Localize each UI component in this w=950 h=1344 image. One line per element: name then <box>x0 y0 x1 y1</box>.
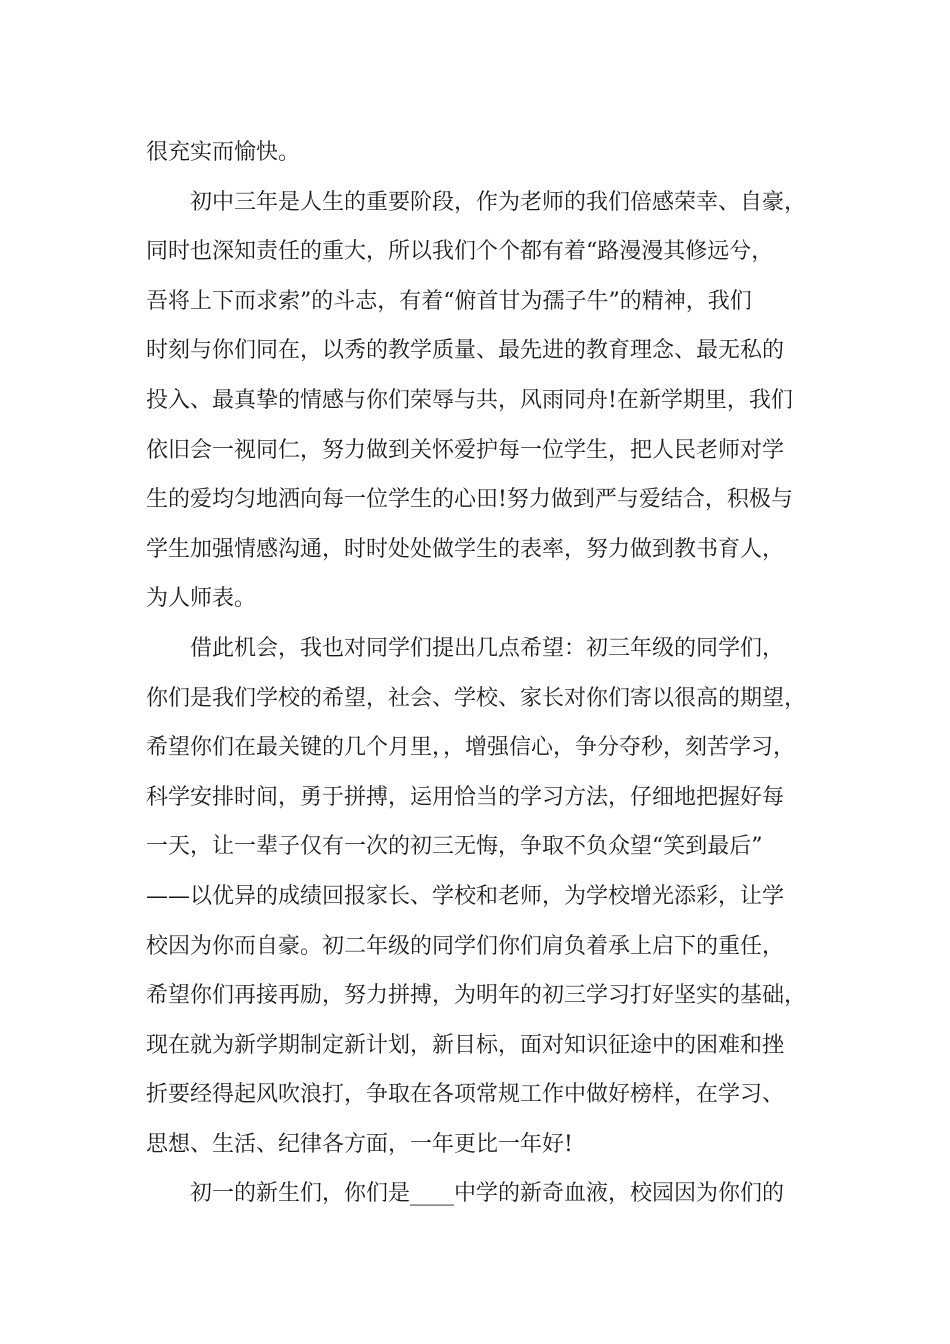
text-line: 吾将上下而求索”的斗志，有着“俯首甘为孺子牛”的精神，我们 <box>146 288 752 314</box>
text-line: 现在就为新学期制定新计划，新目标，面对知识征途中的困难和挫 <box>146 1032 785 1058</box>
text-line: 希望你们再接再励，努力拼搏，为明年的初三学习打好坚实的基础， <box>146 983 807 1009</box>
document-body <box>146 128 836 1219</box>
text-line: 你们是我们学校的希望，社会、学校、家长对你们寄以很高的期望， <box>146 685 807 711</box>
paragraph-first-line: 初中三年是人生的重要阶段，作为老师的我们倍感荣幸、自豪， <box>190 189 807 215</box>
text-line: 很充实而愉快。 <box>146 140 301 165</box>
text-line: 折要经得起风吹浪打，争取在各项常规工作中做好榜样，在学习、 <box>146 1082 785 1108</box>
text-line: 时刻与你们同在，以秀的教学质量、最先进的教育理念、最无私的 <box>146 338 785 364</box>
text-line: 校因为你而自豪。初二年级的同学们你们肩负着承上启下的重任， <box>146 933 785 959</box>
text-line: 同时也深知责任的重大，所以我们个个都有着“路漫漫其修远兮， <box>146 239 774 265</box>
text-line: 生的爱均匀地洒向每一位学生的心田!努力做到严与爱结合，积极与 <box>146 487 793 513</box>
text-line: 科学安排时间，勇于拼搏，运用恰当的学习方法，仔细地把握好每 <box>146 784 785 810</box>
text-line: ——以优异的成绩回报家长、学校和老师，为学校增光添彩，让学 <box>146 883 785 909</box>
text-line: 希望你们在最关键的几个月里，，增强信心，争分夺秒，刻苦学习， <box>146 735 796 761</box>
text-line: 一天，让一辈子仅有一次的初三无悔，争取不负众望“笑到最后” <box>146 834 763 860</box>
text-line: 依旧会一视同仁，努力做到关怀爱护每一位学生，把人民老师对学 <box>146 437 785 463</box>
paragraph-first-line: 初一的新生们，你们是____中学的新奇血液，校园因为你们的 <box>190 1181 785 1207</box>
text-line: 学生加强情感沟通，时时处处做学生的表率，努力做到教书育人， <box>146 536 785 562</box>
text-line: 投入、最真挚的情感与你们荣辱与共，风雨同舟!在新学期里，我们 <box>146 387 793 413</box>
paragraph-first-line: 借此机会，我也对同学们提出几点希望：初三年级的同学们， <box>190 635 785 661</box>
text-line: 思想、生活、纪律各方面，一年更比一年好! <box>146 1131 573 1157</box>
text-line: 为人师表。 <box>146 586 257 612</box>
